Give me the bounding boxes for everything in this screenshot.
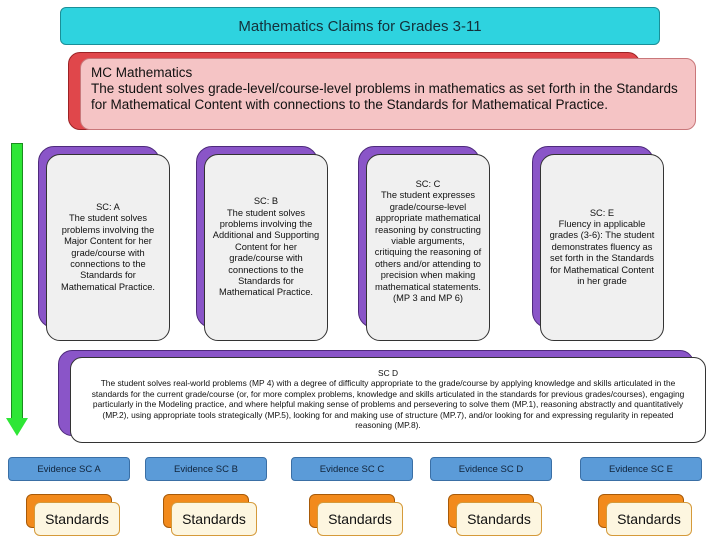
evidence-sc-b: Evidence SC B xyxy=(145,457,267,481)
sc-b-label: SC: B xyxy=(253,196,279,207)
mc-heading: MC Mathematics xyxy=(91,65,193,80)
standards-c-label: Standards xyxy=(317,502,403,536)
sc-e-label: SC: E xyxy=(589,207,615,218)
standards-e-label: Standards xyxy=(606,502,692,536)
standards-b-label: Standards xyxy=(171,502,257,536)
sc-a-text: The student solves problems involving the Major Content for her grade/course with connections to the Standards for Mathematical Practice. xyxy=(60,213,156,292)
sc-c-label: SC: C xyxy=(415,179,441,189)
evidence-sc-d: Evidence SC D xyxy=(430,457,552,481)
standards-a xyxy=(26,494,120,536)
sc-e-card xyxy=(532,146,664,341)
sc-d-label: SC D xyxy=(377,368,398,378)
mc-mathematics-box xyxy=(80,58,696,130)
sc-d-text: The student solves real-world problems (MP 4) with a degree of difficulty appropriate to the grade/course by applying knowledge and skills articulated in the standards for the current grade/course (or, for more complex problems, knowledge and skills articulated in the standards for previous grades/courses), engaging particularly in the Modeling practice, and where helpful making sense of problems and persevering to solve them (MP.1), reasoning abstractly and quantitatively (MP.2), using appropriate tools strategically (MP.5), looking for and making use of structure (MP.7), and/or looking for and expressing regularity in repeated reasoning (MP.8). xyxy=(91,378,685,431)
mc-body: The student solves grade-level/course-level problems in mathematics as set forth in the Standards for Mathematical Content with connections to the Standards for Mathematical Practice. xyxy=(91,81,678,112)
evidence-sc-c: Evidence SC C xyxy=(291,457,413,481)
sc-b-card xyxy=(196,146,328,341)
standards-d-label: Standards xyxy=(456,502,542,536)
sc-c-card-body xyxy=(366,154,490,341)
standards-a-label: Standards xyxy=(34,502,120,536)
sc-a-card-body xyxy=(46,154,170,341)
sc-d-box xyxy=(70,357,706,443)
sc-b-card-body xyxy=(204,154,328,341)
sc-a-label: SC: A xyxy=(96,201,120,212)
sc-e-text: Fluency in applicable grades (3-6): The student demonstrates fluency as set forth in the Standards for Mathematical Content in her grade xyxy=(549,218,655,287)
claims-title: Mathematics Claims for Grades 3-11 xyxy=(60,7,660,45)
sc-e-card-body xyxy=(540,154,664,341)
sc-c-text: The student expresses grade/course-level appropriate mathematical reasoning by constructing viable arguments, critiquing the reasoning of others and/or attending to precision when making mathematical statements. (MP 3 and MP 6) xyxy=(374,190,482,304)
standards-c xyxy=(309,494,403,536)
down-arrow-icon xyxy=(11,143,23,419)
sc-a-card xyxy=(38,146,170,341)
standards-e xyxy=(598,494,692,536)
sc-c-card xyxy=(358,146,490,341)
standards-b xyxy=(163,494,257,536)
standards-d xyxy=(448,494,542,536)
sc-b-text: The student solves problems involving the Additional and Supporting Content for her grade/course with connections to the Standards for Mathematical Practice. xyxy=(212,207,320,298)
down-arrow-head-icon xyxy=(6,418,28,436)
evidence-sc-a: Evidence SC A xyxy=(8,457,130,481)
evidence-sc-e: Evidence SC E xyxy=(580,457,702,481)
